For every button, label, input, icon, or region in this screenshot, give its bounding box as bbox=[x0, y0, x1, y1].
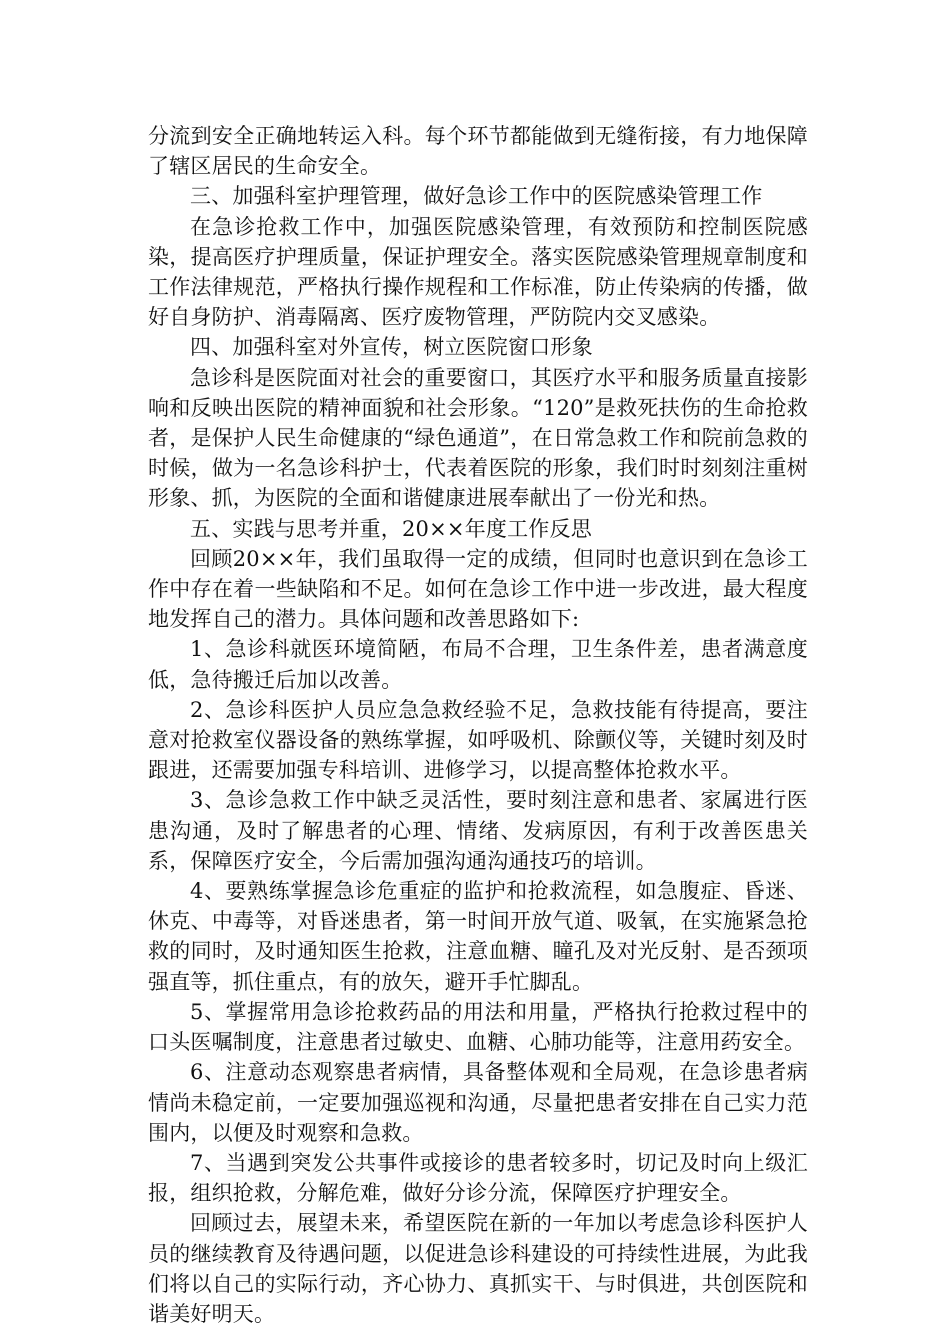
section-heading-5: 五、实践与思考并重，20××年度工作反思 bbox=[190, 516, 592, 541]
paragraph-review: 回顾20××年，我们虽取得一定的成绩，但同时也意识到在急诊工作中存在着一些缺陷和不足。如何在急诊工作中进一步改进，最大程度地发挥自己的潜力。具体问题和改善思路如下: bbox=[148, 546, 808, 632]
list-item-3: 3、急诊急救工作中缺乏灵活性，要时刻注意和患者、家属进行医患沟通，及时了解患者的心理、情绪、发病原因，有利于改善医患关系，保障医疗安全，今后需加强沟通沟通技巧的培训。 bbox=[148, 788, 808, 873]
section-heading-3: 三、加强科室护理管理，做好急诊工作中的医院感染管理工作 bbox=[190, 184, 763, 209]
paragraph-hospital-image: 急诊科是医院面对社会的重要窗口，其医疗水平和服务质量直接影响和反映出医院的精神面貌和社会形象。“120”是救死扶伤的生命抢救者，是保护人民生命健康的“绿色通道”，在日常急救工作和院前急救的时候，做为一名急诊科护士，代表着医院的形象，我们时时刻刻注重树形象、抓，为医院的全面和谐健康进展奉献出了一份光和热。 bbox=[148, 365, 808, 511]
document-body bbox=[148, 121, 808, 1329]
list-item-2: 2、急诊科医护人员应急急救经验不足，急救技能有待提高，要注意对抢救室仪器设备的熟练掌握，如呼吸机、除颤仪等，关键时刻及时跟进，还需要加强专科培训、进修学习，以提高整体抢救水平。 bbox=[148, 697, 808, 783]
paragraph-continuation: 分流到安全正确地转运入科。每个环节都能做到无缝衔接，有力地保障了辖区居民的生命安全。 bbox=[148, 124, 808, 179]
list-item-1: 1、急诊科就医环境简陋，布局不合理，卫生条件差，患者满意度低，急待搬迁后加以改善。 bbox=[148, 637, 808, 692]
list-item-4: 4、要熟练掌握急诊危重症的监护和抢救流程，如急腹症、昏迷、休克、中毒等，对昏迷患者，第一时间开放气道、吸氧，在实施紧急抢救的同时，及时通知医生抢救，注意血糖、瞳孔及对光反射、是否颈项强直等，抓住重点，有的放矢，避开手忙脚乱。 bbox=[148, 879, 808, 994]
section-heading-4: 四、加强科室对外宣传，树立医院窗口形象 bbox=[190, 335, 593, 360]
list-item-6: 6、注意动态观察患者病情，具备整体观和全局观，在急诊患者病情尚未稳定前，一定要加强巡视和沟通，尽量把患者安排在自己实力范围内，以便及时观察和急救。 bbox=[148, 1060, 808, 1145]
paragraph-infection-management: 在急诊抢救工作中，加强医院感染管理，有效预防和控制医院感染，提高医疗护理质量，保证护理安全。落实医院感染管理规章制度和工作法律规范，严格执行操作规程和工作标准，防止传染病的传播，做好自身防护、消毒隔离、医疗废物管理，严防院内交叉感染。 bbox=[148, 214, 808, 330]
paragraph-conclusion: 回顾过去，展望未来，希望医院在新的一年加以考虑急诊科医护人员的继续教育及待遇问题，以促进急诊科建设的可持续性进展，为此我们将以自己的实际行动，齐心协力、真抓实干、与时俱进，共创医院和谐美好明天。 bbox=[148, 1211, 808, 1326]
list-item-5: 5、掌握常用急诊抢救药品的用法和用量，严格执行抢救过程中的口头医嘱制度，注意患者过敏史、血糖、心肺功能等，注意用药安全。 bbox=[148, 999, 808, 1055]
list-item-7: 7、当遇到突发公共事件或接诊的患者较多时，切记及时向上级汇报，组织抢救，分解危难，做好分诊分流，保障医疗护理安全。 bbox=[148, 1150, 808, 1206]
